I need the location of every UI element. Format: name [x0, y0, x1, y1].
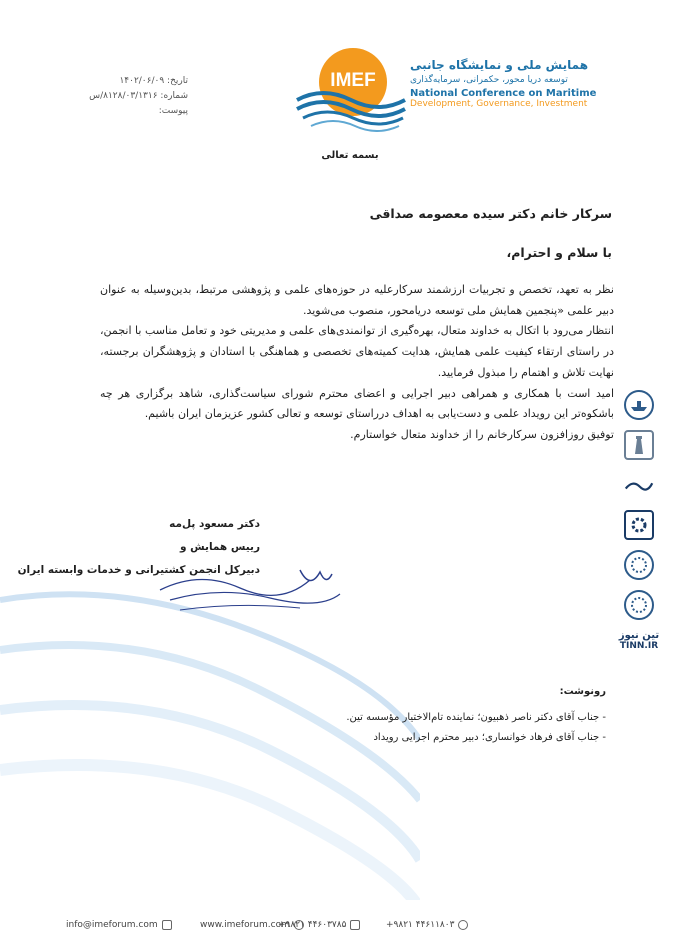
footer-phone-2 [386, 920, 468, 930]
footer-email [66, 920, 172, 930]
sponsor-logo [612, 390, 666, 420]
cc-title: رونوشت: [559, 686, 606, 697]
attachment-label: پیوست: [158, 106, 188, 116]
sponsor-logo [612, 590, 666, 620]
tinn-logo [612, 630, 666, 651]
cc-item: - جناب آقای دکتر ناصر ذهبیون؛ نماینده تام‌الاختیار مؤسسه تین. [346, 712, 606, 723]
lighthouse-icon [624, 430, 654, 460]
cc-list [346, 708, 606, 748]
sponsors-column [612, 390, 666, 651]
sponsor-logo [612, 510, 666, 540]
signer-title-2: دبیرکل انجمن کشتیرانی و خدمات وابسته ایران [17, 564, 260, 576]
paragraph: نظر به تعهد، تخصص و تجربیات ارزشمند سرکارعلیه در حوزه‌های علمی و پژوهشی مرتبط، بدین‌وسیله به عنوان دبیر علمی «پنجمین همایش ملی توسعه دریامحور، منصوب می‌شوید. [100, 283, 614, 317]
conference-subtitle-en: Development, Governance, Investment [410, 99, 588, 109]
ship-icon [624, 390, 654, 420]
sponsor-logo [612, 430, 666, 460]
letter-body [100, 280, 614, 446]
signer-name: دکتر مسعود پل‌مه [169, 518, 260, 530]
logo-text: IMEF [330, 70, 376, 91]
number-label: شماره: ۸۱۲۸/۰۳/۱۳۱۶/س [89, 91, 188, 101]
bismillah: بسمه تعالی [321, 150, 379, 161]
conference-subtitle-fa: توسعه دریا محور، حکمرانی، سرمایه‌گذاری [410, 75, 568, 85]
paragraph: انتظار می‌رود با اتکال به خداوند متعال، بهره‌گیری از توانمندی‌های علمی و مدیریتی خود و تعامل مناسب با انجمن، در راستای ارتقاء کیفیت علمی همایش، هدایت کمیته‌های تخصصی و هماهنگی با استادان و پژوهشگران برجسته، نهایت تلاش و اهتمام را مبذول فرمایید. [100, 324, 614, 379]
letter-meta [68, 74, 188, 119]
paragraph: توفیق روزافزون سرکارخانم را از خداوند متعال خواستارم. [350, 427, 614, 441]
phone-1-text: +۹۸۲۱ ۴۴۶۰۳۷۸۵ [278, 920, 347, 930]
conference-title-block [410, 58, 600, 109]
footer [60, 918, 660, 932]
sponsor-logo [612, 470, 666, 500]
paragraph: امید است با همکاری و همراهی دبیر اجرایی و اعضای محترم شورای سیاست‌گذاری، شاهد برگزاری هر چه باشکوه‌تر این رویداد علمی و دست‌یابی به اهداف درراستای توسعه و تعالی کشور عزیزمان ایران باشیم. [100, 386, 614, 421]
tinn-fa: تین نیوز [618, 630, 660, 641]
imef-logo [293, 42, 409, 132]
seal-icon [624, 550, 654, 580]
cc-item: - جناب آقای فرهاد خوانساری؛ دبیر محترم اجرایی رویداد [373, 732, 606, 743]
email-text: info@imeforum.com [66, 920, 158, 930]
gear-icon [624, 510, 654, 540]
website-text: www.imeforum.com [200, 920, 290, 930]
phone-icon [458, 920, 468, 930]
conference-title-en: National Conference on Maritime [410, 88, 597, 99]
signer-title-1: رییس همایش و [179, 541, 260, 553]
handwritten-signature [150, 550, 350, 620]
seal-icon [624, 590, 654, 620]
fax-icon [350, 920, 360, 930]
calligraphy-logo-icon [624, 470, 654, 500]
date-label: تاریخ: ۱۴۰۲/۰۶/۰۹ [119, 76, 188, 86]
greeting: با سلام و احترام، [506, 245, 612, 260]
sponsor-logo [612, 550, 666, 580]
recipient: سرکار خانم دکتر سیده معصومه صداقی [369, 206, 612, 221]
tinn-en: TINN.IR [619, 641, 659, 651]
mail-icon [162, 920, 172, 930]
phone-2-text: +۹۸۲۱ ۴۴۶۱۱۸۰۳ [386, 920, 455, 930]
conference-title-fa: همایش ملی و نمایشگاه جانبی [410, 58, 589, 72]
footer-phone-1 [278, 920, 360, 930]
